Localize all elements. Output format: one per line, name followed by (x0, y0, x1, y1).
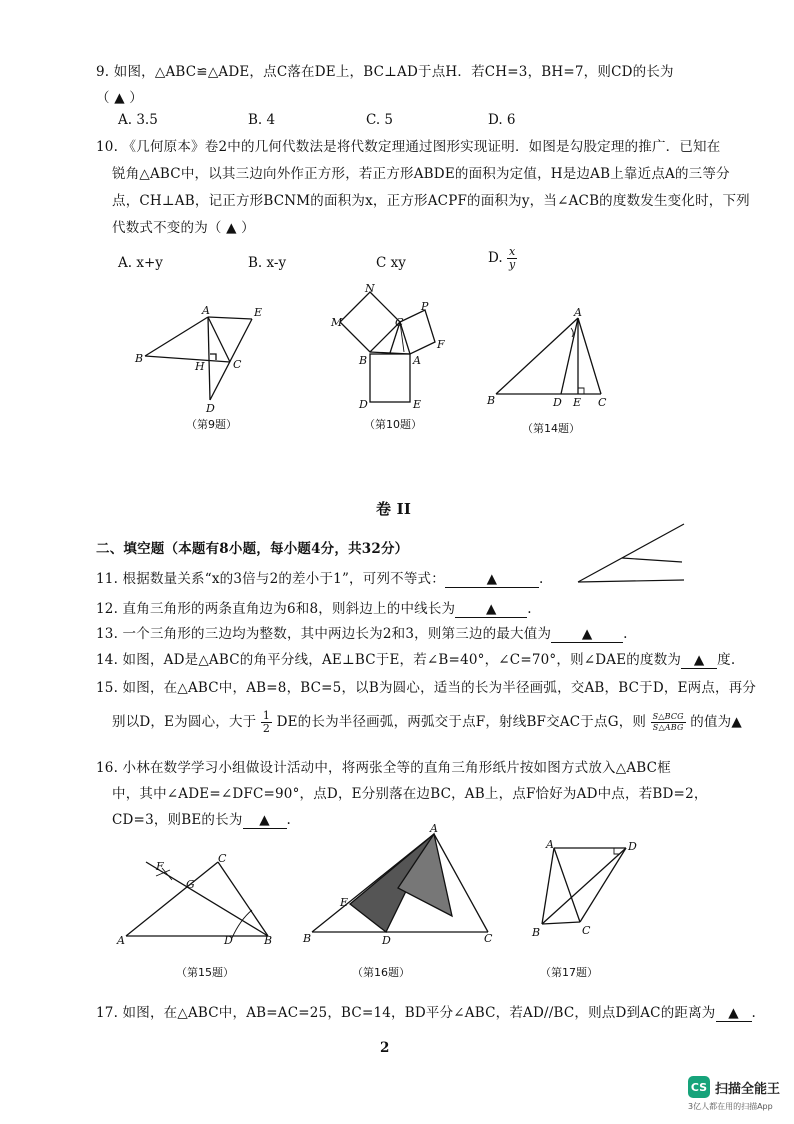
q9-option-b: B. 4 (248, 112, 276, 128)
q17-end: . (751, 1005, 757, 1021)
q10-option-a: A. x+y (118, 255, 163, 271)
fig15-seg-ac (126, 862, 218, 936)
fig14-label-e: E (573, 396, 582, 409)
q10-option-d-fraction (507, 246, 517, 271)
section-heading: 二、填空题（本题有8小题，每小题4分，共32分） (96, 541, 409, 557)
fig9-seg-ac (208, 317, 230, 362)
fig10-square-bcnm (340, 292, 400, 352)
q15-line2 (112, 710, 742, 735)
q10-option-c: C xy (376, 255, 406, 271)
fig14-label-c: C (598, 396, 607, 409)
q16-blank: ▲ (243, 812, 287, 829)
q9-answer-paren: （ ▲ ） (96, 90, 143, 106)
fig9-label-h: H (195, 360, 205, 373)
q13-end: . (623, 626, 628, 642)
fig9-label-e: E (254, 306, 263, 319)
fig15-label-a: A (117, 934, 125, 947)
q10-line2: 锐角△ABC中，以其三边向外作正方形，若正方形ABDE的面积为定值，H是边AB上靠近点A的三等分 (112, 166, 730, 182)
figure-9 (130, 300, 270, 415)
fig17-seg-ab (542, 848, 554, 924)
fig10-label-p: P (421, 300, 429, 313)
watermark-subtitle: 3亿人都在用的扫描App (687, 1102, 773, 1111)
q15-ratio-den: S△ABG (652, 723, 684, 732)
q15-line2-b: DE的长为半径画弧，两弧交于点F，射线BF交AC于点G，则 (276, 714, 647, 730)
q16-end: . (286, 812, 292, 828)
q15-line1: 15. 如图，在△ABC中，AB=8，BC=5，以B为圆心，适当的长为半径画弧，交AB，BC于D，E两点，再分 (96, 680, 757, 696)
q9-line1: 9. 如图，△ABC≌△ADE，点C落在DE上，BC⊥AD于点H．若CH=3，BH=7，则CD的长为 (96, 64, 674, 80)
caption-fig17: （第17题） (540, 966, 598, 979)
fig14-right-angle (578, 388, 584, 394)
fig17-label-d: D (628, 840, 637, 853)
fig15-label-b: B (264, 934, 273, 947)
fig9-seg-ae (208, 317, 252, 319)
fig10-label-n: N (365, 282, 375, 295)
q14-text: 14. 如图，AD是△ABC的角平分线，AE⊥BC于E，若∠B=40°，∠C=70°，则∠DAE的度数为 (96, 652, 682, 668)
q16-line2: 中，其中∠ADE=∠DFC=90°，点D，E分别落在边BC，AB上，点F恰好为AD中点，若BD=2， (112, 786, 708, 802)
q11-end: . (538, 571, 544, 587)
caption-fig16: （第16题） (352, 966, 410, 979)
q11-text: 11. 根据数量关系“x的3倍与2的差小于1”，可列不等式： (96, 571, 445, 587)
q13-blank: ▲ (551, 626, 623, 643)
figure-10 (328, 280, 458, 415)
figure-14 (484, 306, 624, 414)
q15-half-fraction (261, 710, 272, 735)
scanner-watermark (688, 1076, 780, 1112)
fig10-label-f: F (437, 338, 445, 351)
q11-row (96, 567, 543, 588)
fig10-label-d: D (359, 398, 368, 411)
fig17-seg-cd (580, 848, 626, 922)
fig15-label-f: F (156, 860, 164, 873)
fig17-seg-bd (542, 848, 626, 924)
caption-fig9: （第9题） (186, 418, 237, 431)
q16-line3-row (112, 808, 291, 829)
fig17-seg-bc (542, 922, 580, 924)
fig9-label-d: D (206, 402, 215, 415)
fig10-label-a: A (413, 354, 421, 367)
fig15-label-d: D (224, 934, 233, 947)
fig14-seg-ac (578, 318, 601, 394)
fig16-label-c: C (484, 932, 493, 945)
fig17-label-c: C (582, 924, 591, 937)
q14-end: 度. (717, 652, 736, 668)
q15-area-ratio (651, 712, 686, 733)
fig16-label-d: D (382, 934, 391, 947)
figure-15 (112, 848, 284, 948)
q15-line2-c: 的值为 (690, 714, 732, 730)
q10-option-d-num: x (508, 245, 516, 258)
caption-fig14: （第14题） (522, 422, 580, 435)
q9-option-a: A. 3.5 (118, 112, 158, 128)
fig9-label-b: B (135, 352, 144, 365)
fig9-label-c: C (233, 358, 242, 371)
fig9-seg-ba (145, 317, 208, 356)
fig16-label-e: E (340, 896, 349, 909)
q9-option-d: D. 6 (488, 112, 516, 128)
fig9-label-a: A (202, 304, 210, 317)
corner-triangle-sketch (570, 518, 690, 588)
fig14-seg-ba (496, 318, 578, 394)
fig14-angle-mark (571, 328, 573, 337)
q9-option-c: C. 5 (366, 112, 394, 128)
fig14-label-d: D (553, 396, 562, 409)
q12-row (96, 597, 532, 618)
q10-option-d-prefix: D. (488, 250, 503, 266)
fig9-seg-ad (208, 317, 210, 400)
fig17-label-a: A (546, 838, 554, 851)
q15-mark: ▲ (731, 714, 742, 730)
q17-text: 17. 如图，在△ABC中，AB=AC=25，BC=14，BD平分∠ABC，若AD//BC，则点D到AC的距离为 (96, 1005, 716, 1021)
fig16-label-a: A (430, 822, 438, 835)
q13-text: 13. 一个三角形的三边均为整数，其中两边长为2和3，则第三边的最大值为 (96, 626, 552, 642)
fig10-label-c: C (395, 316, 404, 329)
caption-fig15: （第15题） (176, 966, 234, 979)
fig15-label-g: G (186, 878, 195, 891)
fig14-label-b: B (487, 394, 496, 407)
fig16-label-b: B (303, 932, 312, 945)
q15-half-den: 2 (262, 722, 271, 735)
q12-text: 12. 直角三角形的两条直角边为6和8，则斜边上的中线长为 (96, 601, 456, 617)
q12-end: . (527, 601, 532, 617)
volume-title: 卷 II (376, 500, 412, 518)
fig15-ray-bf (146, 862, 268, 936)
fig10-square-acpf (400, 310, 435, 354)
fig17-right-angle (614, 848, 620, 854)
q10-option-b: B. x-y (248, 255, 287, 271)
fig9-right-angle (210, 354, 216, 360)
fig9-seg-bc (145, 356, 230, 362)
q14-row (96, 648, 735, 669)
q11-blank: ▲ (445, 571, 539, 588)
fig10-label-e: E (413, 398, 422, 411)
q17-blank: ▲ (716, 1005, 752, 1022)
watermark-title: 扫描全能王 (714, 1081, 780, 1097)
fig14-seg-ad (561, 318, 578, 394)
q10-option-d (488, 246, 517, 271)
q15-half-num: 1 (262, 709, 271, 722)
q12-blank: ▲ (455, 601, 527, 618)
q15-ratio-num: S△BCG (652, 712, 684, 721)
q17-row (96, 1001, 756, 1022)
caption-fig10: （第10题） (364, 418, 422, 431)
q13-row (96, 622, 628, 643)
fig10-label-b: B (359, 354, 368, 367)
q10-line1: 10. 《几何原本》卷2中的几何代数法是将代数定理通过图形实现证明．如图是勾股定理的推广．已知在 (96, 139, 721, 155)
fig10-square-abde (370, 354, 410, 402)
page-number: 2 (380, 1040, 390, 1056)
q10-line4: 代数式不变的为（ ▲ ） (112, 220, 255, 236)
q14-blank: ▲ (681, 652, 717, 669)
fig15-seg-cb (218, 862, 268, 936)
q16-line1: 16. 小林在数学学习小组做设计活动中，将两张全等的直角三角形纸片按如图方式放入△ABC框 (96, 760, 671, 776)
q10-line3: 点，CH⊥AB，记正方形BCNM的面积为x，正方形ACPF的面积为y，当∠ACB的度数发生变化时，下列 (112, 193, 750, 209)
figure-16 (300, 822, 500, 948)
fig17-label-b: B (532, 926, 541, 939)
q10-option-d-den: y (508, 258, 516, 271)
fig17-seg-ac (554, 848, 580, 922)
fig10-label-m: M (331, 316, 343, 329)
q15-line2-a: 别以D，E为圆心，大于 (112, 714, 257, 730)
watermark-badge-icon: CS (688, 1076, 710, 1098)
q16-line3: CD=3，则BE的长为 (112, 812, 243, 828)
figure-17 (530, 838, 650, 942)
fig14-label-a: A (574, 306, 582, 319)
fig15-label-c: C (218, 852, 227, 865)
